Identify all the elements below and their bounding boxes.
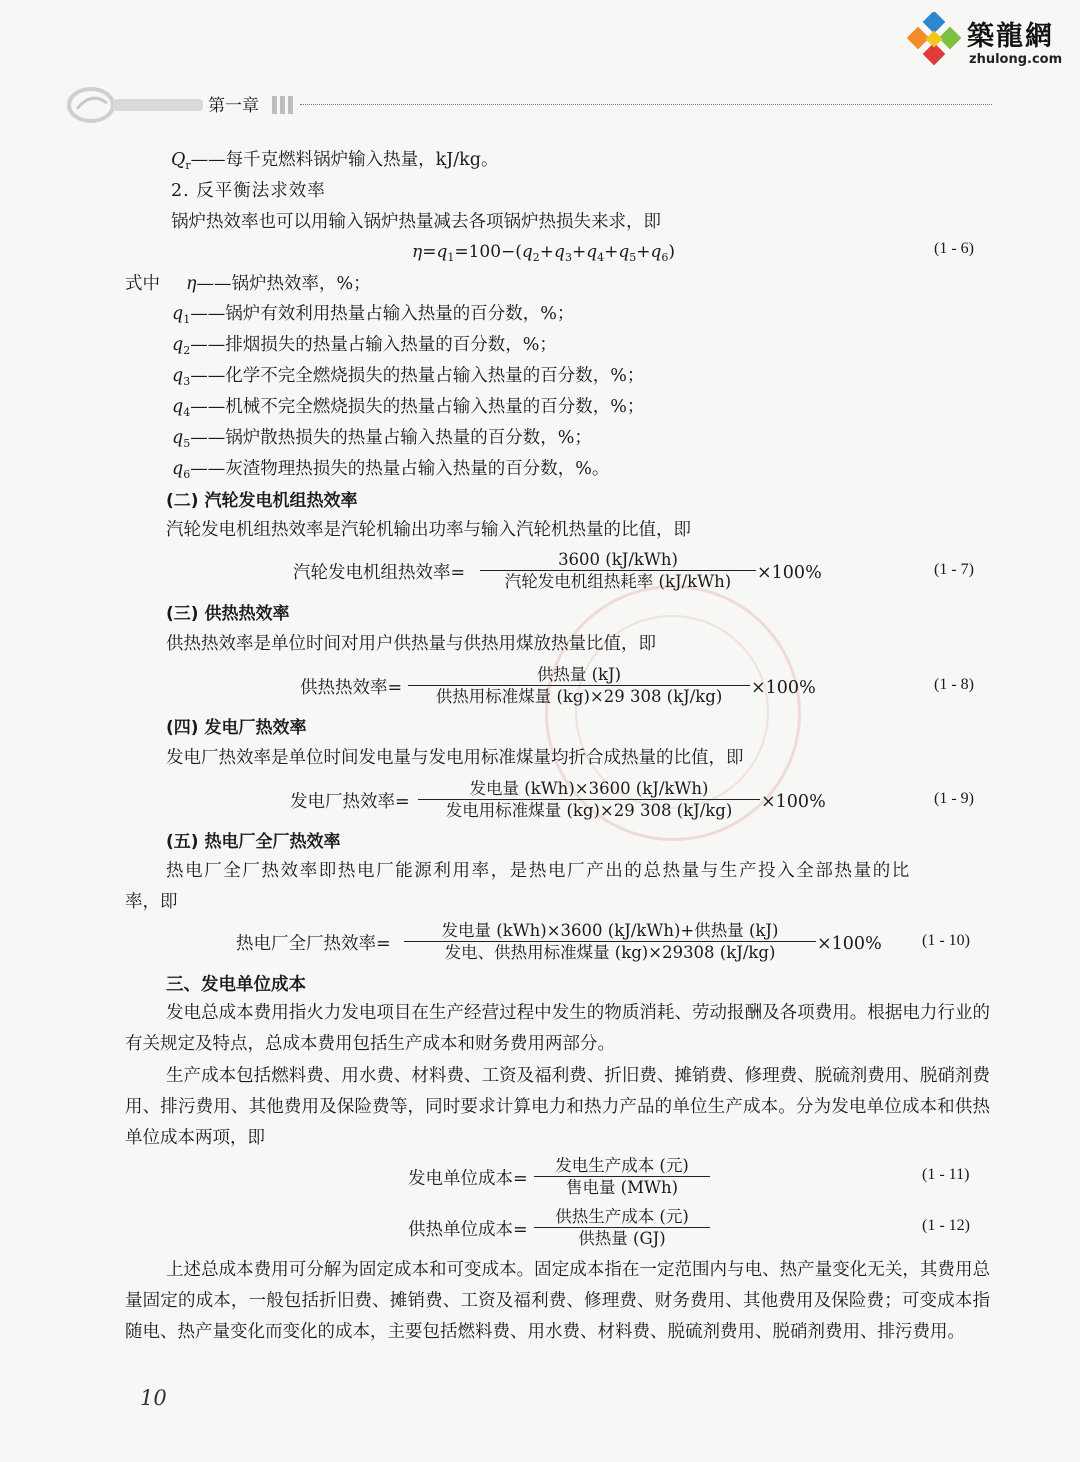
sub-1: 1: [183, 313, 191, 326]
heading-heat: (三) 供热热效率: [166, 604, 290, 624]
equation-tag-1-12: (1 - 12): [922, 1217, 970, 1234]
equation-tag-1-11: (1 - 11): [922, 1166, 970, 1183]
sub-3: 3: [183, 375, 191, 388]
q6-definition: [172, 455, 609, 489]
page-number: 10: [140, 1386, 167, 1410]
symbol-r: r: [185, 159, 191, 172]
eq19-fraction: [418, 778, 760, 821]
eq18-fraction: [408, 664, 750, 707]
heading-chp: (五) 热电厂全厂热效率: [166, 832, 341, 852]
eq112-numerator: 供热生产成本 (元): [555, 1207, 689, 1226]
eq112-fraction: [534, 1206, 710, 1249]
sub-4: 4: [597, 251, 605, 264]
eq19-numerator: 发电量 (kWh)×3600 (kJ/kWh): [469, 779, 709, 798]
eq18-numerator: 供热量 (kJ): [536, 665, 622, 684]
eq19-denominator: 发电用标准煤量 (kg)×29 308 (kJ/kg): [418, 799, 760, 821]
q3-desc: ——化学不完全燃烧损失的热量占输入热量的百分数，%；: [190, 366, 645, 386]
para-cost-3: 上述总成本费用可分解为固定成本和可变成本。固定成本指在一定范围内与电、热产量变化无关，其费用总量固定的成本，一般包括折旧费、摊销费、工资及福利费、修理费、财务费用、其他费用及保险费；可变成本指随电、热产量变化而变化的成本，主要包括燃料费、用水费、材料费、脱硫剂费用、脱硝剂费用、排污费用。: [125, 1260, 990, 1342]
q4-desc: ——机械不完全燃烧损失的热量占输入热量的百分数，%；: [190, 397, 645, 417]
eq17-lhs: 汽轮发电机组热效率=: [293, 563, 466, 583]
q-symbol: q: [172, 304, 184, 324]
chapter-title: 第一章: [208, 96, 259, 116]
q-symbol: q: [172, 397, 184, 417]
eta-desc: ——锅炉热效率，%；: [196, 274, 371, 294]
sub-2: 2: [183, 344, 191, 357]
para-turbine: 汽轮发电机组热效率是汽轮机输出功率与输入汽轮机热量的比值，即: [166, 520, 691, 540]
eq17-fraction: [480, 549, 756, 592]
heading-turbine: (二) 汽轮发电机组热效率: [166, 491, 358, 511]
zhulong-logo: [905, 10, 1065, 72]
chapter-bars-icon: [272, 94, 296, 116]
sub-2: 2: [532, 251, 540, 264]
eta-symbol: η: [186, 274, 197, 294]
q-symbol: q: [521, 242, 533, 262]
sub-6: 6: [661, 251, 669, 264]
plus: +: [539, 242, 555, 262]
equation-tag-1-9: (1 - 9): [934, 790, 974, 807]
para-chp-line1: 热电厂全厂热效率即热电厂能源利用率，是热电厂产出的总热量与生产投入全部热量的比: [166, 861, 911, 881]
sub-5: 5: [629, 251, 637, 264]
q1-desc: ——锅炉有效利用热量占输入热量的百分数，%；: [190, 304, 575, 324]
sub-6: 6: [183, 468, 191, 481]
q-symbol: q: [172, 366, 184, 386]
equation-tag-1-8: (1 - 8): [934, 676, 974, 693]
eq19-lhs: 发电厂热效率=: [290, 792, 410, 812]
q3-definition: [172, 362, 644, 396]
equation-tag-1-6: (1 - 6): [934, 240, 974, 257]
header-rule: [300, 104, 992, 105]
q-symbol: q: [172, 335, 184, 355]
q-symbol: q: [436, 242, 448, 262]
para-cost-2: 生产成本包括燃料费、用水费、材料费、工资及福利费、折旧费、摊销费、修理费、脱硫剂费用、脱硝剂费用、排污费用、其他费用及保险费等，同时要求计算电力和热力产品的单位生产成本。分为发电单位成本和供热单位成本两项，即: [125, 1066, 990, 1148]
eq19-rhs: ×100%: [761, 792, 826, 812]
plus: +: [571, 242, 587, 262]
equation-tag-1-7: (1 - 7): [934, 561, 974, 578]
q-symbol: q: [618, 242, 630, 262]
eq111-fraction: [534, 1155, 710, 1198]
q-symbol: q: [650, 242, 662, 262]
eta-symbol: η: [412, 242, 423, 262]
plus: +: [604, 242, 619, 262]
eq18-denominator: 供热用标准煤量 (kg)×29 308 (kJ/kg): [408, 685, 750, 707]
sub-3: 3: [564, 251, 572, 264]
heading-cost: 三、发电单位成本: [166, 975, 306, 995]
heading-plant: (四) 发电厂热效率: [166, 718, 307, 738]
eq18-lhs: 供热热效率=: [300, 678, 403, 698]
eq17-denominator: 汽轮发电机组热耗率 (kJ/kWh): [480, 570, 756, 592]
para-heat: 供热热效率是单位时间对用户供热量与供热用煤放热量比值，即: [166, 634, 656, 654]
q-symbol: q: [172, 459, 184, 479]
eq110-numerator: 发电量 (kWh)×3600 (kJ/kWh)+供热量 (kJ): [441, 921, 779, 940]
logo-icon: [905, 12, 963, 70]
equation-tag-1-10: (1 - 10): [922, 932, 970, 949]
logo-cn: 築龍網: [967, 21, 1054, 52]
symbol-Q: Q: [171, 150, 186, 170]
q4-definition: [172, 393, 644, 427]
qr-desc: ——每千克燃料锅炉输入热量，kJ/kg。: [190, 150, 499, 170]
eq110-fraction: [404, 920, 816, 963]
eq110-lhs: 热电厂全厂热效率=: [236, 934, 391, 954]
eq112-lhs: 供热单位成本=: [408, 1220, 528, 1240]
q5-desc: ——锅炉散热损失的热量占输入热量的百分数，%；: [190, 428, 592, 448]
para-cost-1: 发电总成本费用指火力发电项目在生产经营过程中发生的物质消耗、劳动报酬及各项费用。根据电力行业的有关规定及特点，总成本费用包括生产成本和财务费用两部分。: [125, 1003, 990, 1054]
eq17-numerator: 3600 (kJ/kWh): [558, 550, 678, 569]
eq110-rhs: ×100%: [817, 934, 882, 954]
eq112-denominator: 供热量 (GJ): [534, 1227, 710, 1249]
q5-definition: [172, 424, 592, 458]
plus: +: [636, 242, 651, 262]
eq111-numerator: 发电生产成本 (元): [555, 1156, 689, 1175]
equation-1-6: [412, 238, 675, 272]
logo-en: zhulong.com: [969, 52, 1063, 67]
sub-4: 4: [183, 406, 191, 419]
qr-definition: [171, 146, 498, 180]
eta-definition: [186, 270, 371, 298]
q-symbol: q: [554, 242, 565, 262]
para-plant: 发电厂热效率是单位时间发电量与发电用标准煤量均折合成热量的比值，即: [166, 748, 744, 768]
eq-sign: =: [422, 242, 437, 262]
para-reverse: 锅炉热效率也可以用输入锅炉热量减去各项锅炉热损失来求，即: [171, 212, 661, 232]
q6-desc: ——灰渣物理热损失的热量占输入热量的百分数，%。: [190, 459, 610, 479]
sub-5: 5: [183, 437, 191, 450]
para-chp-line2: 率，即: [125, 892, 178, 912]
q1-definition: [172, 300, 574, 334]
q-symbol: q: [586, 242, 598, 262]
eq-mid: =100−(: [454, 242, 522, 262]
q-symbol: q: [172, 428, 184, 448]
eq-close: ): [668, 242, 675, 262]
shizhong-label: 式中: [125, 274, 160, 294]
eq18-rhs: ×100%: [751, 678, 816, 698]
eq111-denominator: 售电量 (MWh): [534, 1176, 710, 1198]
eq17-rhs: ×100%: [757, 563, 822, 583]
eq110-denominator: 发电、供热用标准煤量 (kg)×29308 (kJ/kg): [404, 941, 816, 963]
sub-1: 1: [447, 251, 455, 264]
eq111-lhs: 发电单位成本=: [408, 1169, 528, 1189]
section-2-title: 2. 反平衡法求效率: [171, 181, 326, 201]
q2-desc: ——排烟损失的热量占输入热量的百分数，%；: [190, 335, 557, 355]
q2-definition: [172, 331, 557, 365]
